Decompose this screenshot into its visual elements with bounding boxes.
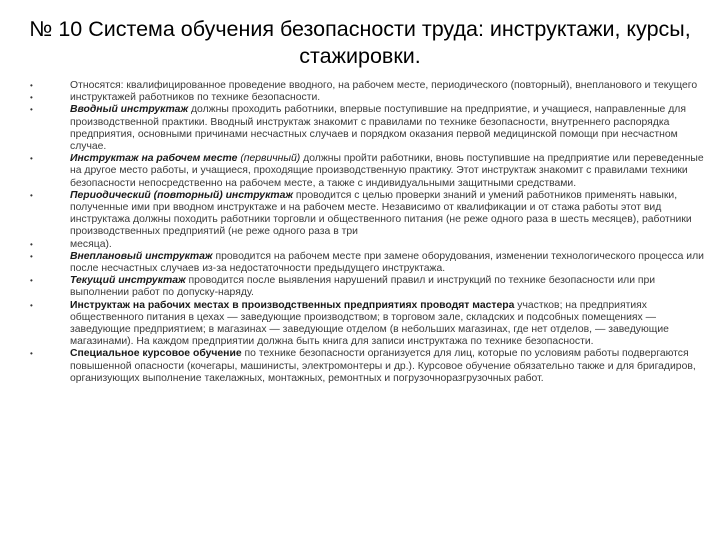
- list-item-lead: Периодический (повторный) инструктаж: [70, 189, 294, 201]
- bullet-icon: •: [30, 276, 33, 286]
- list-item: [30, 251, 710, 275]
- list-item-text: должны пройти работники, вновь поступившие на предприятие или переведенные на другое место работы, и учащиеся, проходящие производственную практику. Этот инструктаж знакомит с правилами техники безопасности непосредственно на рабочем месте, а также с индивидуальными защитными средствами.: [70, 153, 704, 189]
- list-item: [30, 275, 710, 299]
- list-item-text: Относятся: квалифицированное проведение вводного, на рабочем месте, периодического (повторный), внепланового и текущего: [70, 80, 698, 91]
- list-item: [30, 92, 710, 104]
- bullet-icon: •: [30, 349, 33, 359]
- list-item-text: инструктажей работников по технике безопасности.: [70, 92, 321, 104]
- list-item-text: проводится на рабочем месте при замене оборудования, изменении технологического процесса или после несчастных случаев из-за недостаточности предыдущего инструктажа.: [70, 250, 704, 275]
- list-item-text: проводится с целью проверки знаний и умений работников применять навыки, полученные ими при вводном инструктаже и на рабочем месте. Независимо от квалификации и от стажа работы этот вид инструктажа должны походить работники торговли и общественного питания (не реже одного раза в шесть месяцев), работники производственных предприятий (не реже одного раза в три: [70, 189, 692, 238]
- list-item-paren: (первичный): [237, 153, 301, 165]
- list-item-lead: Специальное курсовое обучение: [70, 348, 242, 360]
- list-item-lead: Инструктаж на рабочем месте: [70, 153, 238, 165]
- list-item: [30, 104, 710, 153]
- bullet-icon: •: [30, 105, 33, 115]
- bullet-icon: •: [30, 300, 33, 310]
- list-item-text: по технике безопасности организуется для лиц, которые по условиям работы подвергаются повышенной опасности (кочегары, машинисты, электромонтеры и др.). Курсовое обучение обязательно также и для бригадиров, организующих выполнение такелажных, монтажных, ремонтных и погрузочноразгрузочных работ.: [70, 348, 696, 384]
- list-item-lead: Инструктаж на рабочих местах в производственных предприятиях проводят мастера: [70, 299, 515, 311]
- list-item: [30, 300, 710, 349]
- bullet-icon: •: [30, 93, 33, 103]
- list-item: [30, 153, 710, 190]
- bullet-icon: •: [30, 154, 33, 164]
- list-item: [30, 80, 710, 92]
- list-item-text: участков; на предприятиях общественного питания в цехах — заведующие производством; в торговом зале, складских и подсобных помещениях — заведующие предприятием; в магазинах — заведующие отделом (в небольших магазинах, где нет отделов, — заведующие магазинами). На каждом предприятии должна быть книга для записи инструктажа по технике безопасности.: [70, 299, 669, 348]
- bullet-icon: •: [30, 251, 33, 261]
- bullet-icon: •: [30, 239, 33, 249]
- list-item: [30, 239, 710, 251]
- list-item-text: проводится после выявления нарушений правил и инструкций по технике безопасности или при выполнении работ по допуску-наряду.: [70, 275, 656, 299]
- bullet-icon: •: [30, 190, 33, 200]
- slide-title-line-1: № 10 Система обучения безопасности труда: инструктажи, курсы,: [29, 17, 691, 41]
- list-item: [30, 348, 710, 385]
- list-item-lead: Вводный инструктаж: [70, 104, 189, 116]
- list-item-lead: Текущий инструктаж: [70, 275, 186, 287]
- list-item-text: месяца).: [70, 238, 112, 250]
- slide-title-line-2: стажировки.: [299, 44, 421, 68]
- list-item-text: должны проходить работники, впервые поступившие на предприятие, и учащиеся, направленные для производственной практики. Вводный инструктаж знакомит с правилами по технике безопасности, внутреннего распорядка предприятия, основными причинами несчастных случаев и порядком оказания первой медицинской помощи при несчастном случае.: [70, 104, 686, 153]
- bullet-icon: •: [30, 81, 33, 90]
- slide-title: [20, 16, 700, 70]
- list-item-lead: Внеплановый инструктаж: [70, 250, 213, 262]
- list-item: [30, 190, 710, 239]
- bullet-list: [30, 80, 710, 385]
